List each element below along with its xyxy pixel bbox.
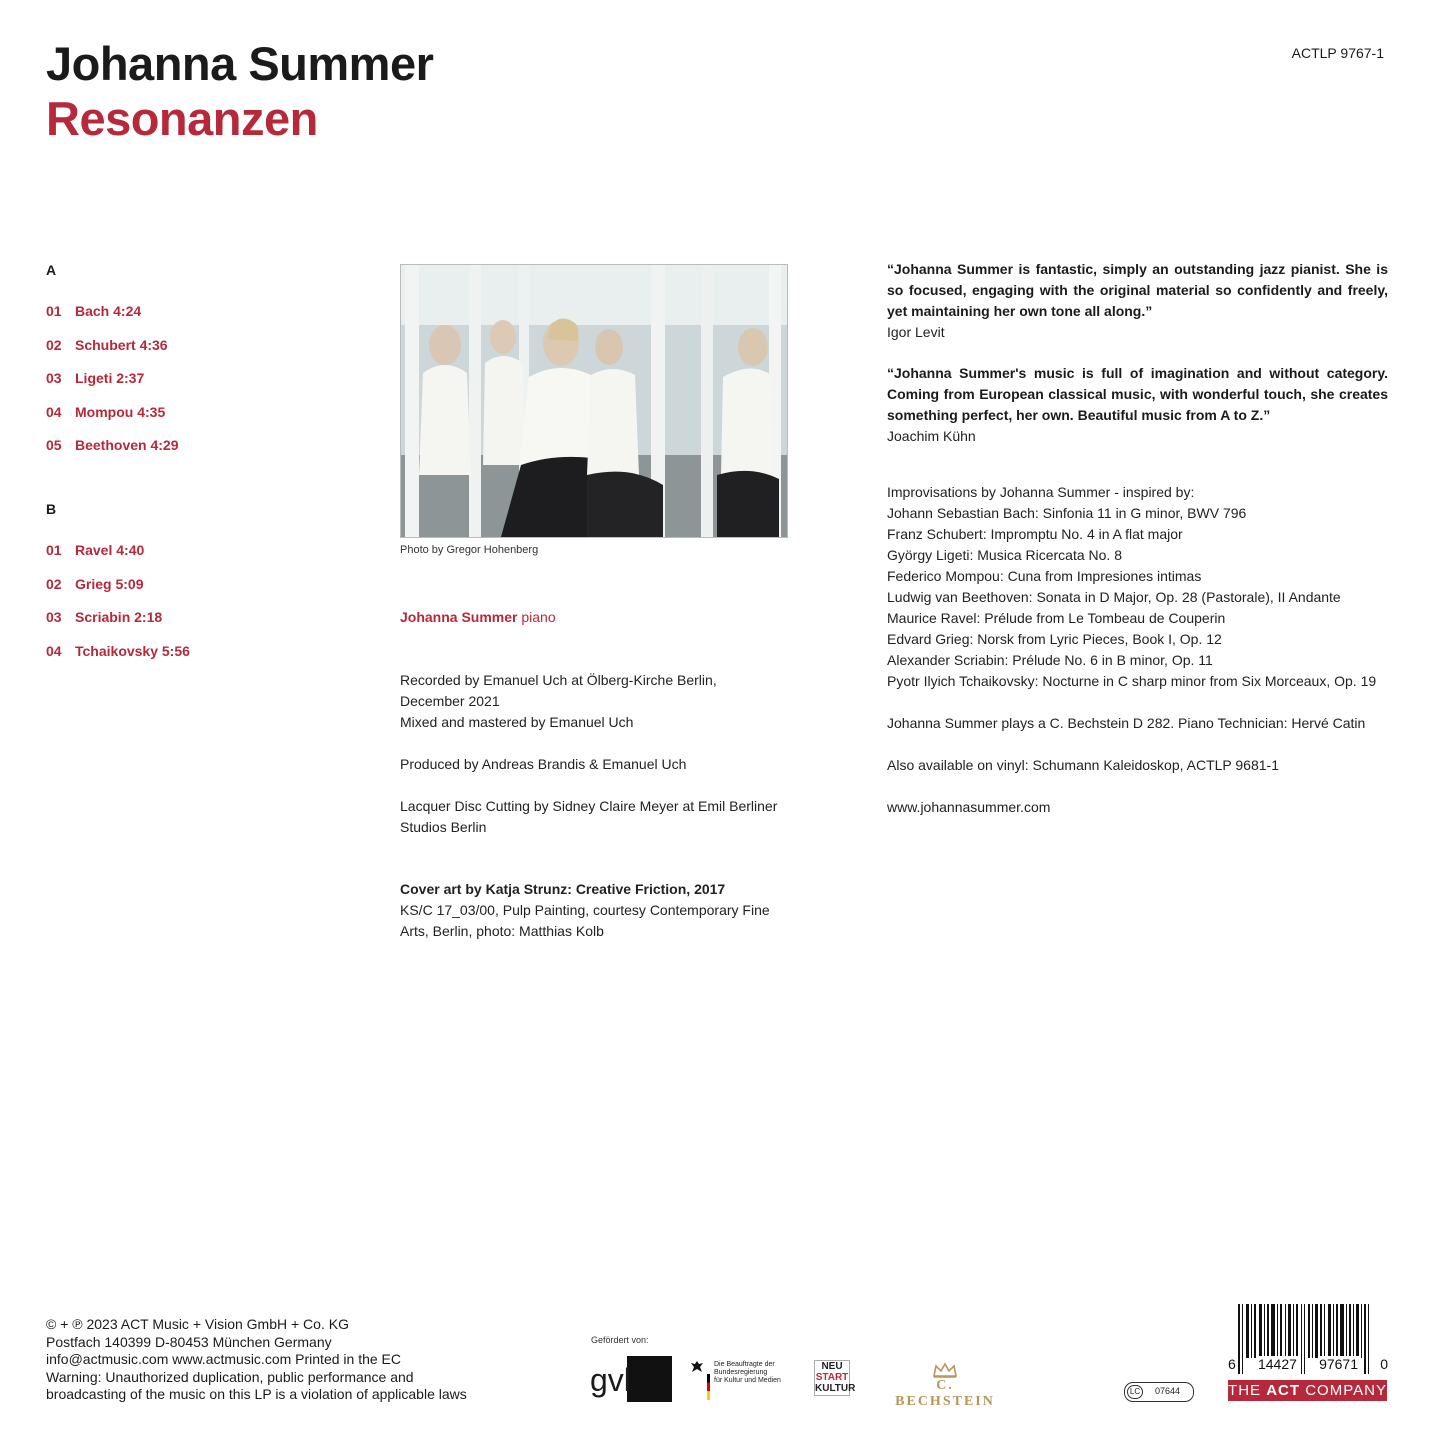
artist-photo-illustration <box>401 265 787 537</box>
eagle-icon <box>690 1360 704 1377</box>
vinyl-note: Also available on vinyl: Schumann Kaleidoskop, ACTLP 9681-1 <box>887 757 1279 773</box>
performer-name: Johanna Summer <box>400 609 518 625</box>
inspired-by-item: Franz Schubert: Impromptu No. 4 in A flat major <box>887 526 1183 542</box>
cover-art-title: Cover art by Katja Strunz: Creative Friction, 2017 <box>400 881 726 897</box>
recorded-date: December 2021 <box>400 693 500 709</box>
recording-credits <box>400 670 790 838</box>
track-number: 04 <box>46 642 62 659</box>
cover-art-details: KS/C 17_03/00, Pulp Painting, courtesy Contemporary Fine <box>400 902 770 918</box>
inspired-by-item: György Ligeti: Musica Ricercata No. 8 <box>887 547 1122 563</box>
neustart-line: START <box>815 1372 849 1383</box>
quote-block <box>887 363 1388 447</box>
bkm-logo-text <box>714 1361 814 1385</box>
contact-line: info@actmusic.com www.actmusic.com Printed in the EC <box>46 1351 401 1368</box>
bechstein-logo <box>886 1362 1004 1409</box>
quote-author: Igor Levit <box>887 324 945 340</box>
copyright-line: © + ℗ 2023 ACT Music + Vision GmbH + Co. KG <box>46 1316 349 1332</box>
warning-line-cont: broadcasting of the music on this LP is a violation of applicable laws <box>46 1386 467 1403</box>
barcode-digit-group: 0 <box>1380 1356 1388 1372</box>
performer-credit <box>400 607 790 628</box>
piano-note: Johanna Summer plays a C. Bechstein D 282. Piano Technician: Hervé Catin <box>887 715 1366 731</box>
track-number: 05 <box>46 437 62 454</box>
track-item <box>46 437 178 457</box>
track-number: 04 <box>46 403 62 420</box>
album-title: Resonanzen <box>46 92 318 145</box>
lacquer-credit: Lacquer Disc Cutting by Sidney Claire Meyer at Emil Berliner <box>400 798 778 814</box>
track-number: 03 <box>46 609 62 626</box>
cover-art-credit <box>400 879 790 942</box>
bechstein-wordmark: C. BECHSTEIN <box>895 1378 995 1409</box>
lacquer-credit-cont: Studios Berlin <box>400 819 487 835</box>
track-title: Schubert 4:36 <box>75 336 168 353</box>
inspired-by-item: Pyotr Ilyich Tchaikovsky: Nocturne in C sharp minor from Six Morceaux, Op. 19 <box>887 673 1377 689</box>
track-item <box>46 609 190 629</box>
website-link[interactable]: www.johannasummer.com <box>887 799 1051 815</box>
quote-block <box>887 259 1388 343</box>
track-item <box>46 643 190 663</box>
label-code-prefix: LC <box>1127 1385 1143 1399</box>
act-logo-bold: ACT <box>1266 1382 1301 1399</box>
track-title: Bach 4:24 <box>75 303 142 319</box>
performer-instrument: piano <box>521 609 556 625</box>
cover-art-details-cont: Arts, Berlin, photo: Matthias Kolb <box>400 923 604 939</box>
quote-text: “Johanna Summer's music is full of imagination and without category. Coming from European classical music, with wonderful touch, she creates something perfect, her own. Beautiful music from A to Z.” <box>887 365 1388 423</box>
track-number: 03 <box>46 370 62 387</box>
track-number: 02 <box>46 336 62 353</box>
inspired-by-item: Johann Sebastian Bach: Sinfonia 11 in G minor, BWV 796 <box>887 505 1247 521</box>
neustart-line: NEU <box>821 1361 843 1372</box>
barcode-digits <box>1227 1356 1389 1372</box>
produced-credit: Produced by Andreas Brandis & Emanuel Uch <box>400 756 687 772</box>
inspired-by-heading: Improvisations by Johanna Summer - inspired by: <box>887 484 1195 500</box>
side-b-label: B <box>46 501 57 517</box>
track-title: Beethoven 4:29 <box>75 437 179 454</box>
recorded-line: Recorded by Emanuel Uch at Ölberg-Kirche Berlin, <box>400 672 717 688</box>
track-item <box>46 337 178 357</box>
crown-icon <box>932 1362 958 1378</box>
side-a-tracklist <box>46 303 178 457</box>
track-number: 01 <box>46 542 62 558</box>
bkm-line: Die Beauftragte der Bundesregierung <box>714 1361 775 1376</box>
artist-name: Johanna Summer <box>46 37 434 90</box>
track-title: Tchaikovsky 5:56 <box>75 642 190 659</box>
neustart-line: KULTUR <box>815 1383 856 1394</box>
act-company-logo <box>1228 1380 1387 1401</box>
german-flag-icon <box>707 1374 710 1400</box>
neustart-kultur-logo <box>814 1360 856 1396</box>
track-item <box>46 370 178 390</box>
inspired-by-item: Alexander Scriabin: Prélude No. 6 in B minor, Op. 11 <box>887 652 1213 668</box>
bkm-logo <box>690 1360 810 1400</box>
legal-footer <box>46 1316 467 1404</box>
track-title: Grieg 5:09 <box>75 575 144 592</box>
mixed-credit: Mixed and mastered by Emanuel Uch <box>400 714 634 730</box>
gvl-logo-block <box>627 1356 672 1402</box>
barcode-digit-group: 14427 <box>1257 1356 1297 1372</box>
quote-text: “Johanna Summer is fantastic, simply an outstanding jazz pianist. She is so focused, engaging with the original material so confidently and freely, yet maintaining her own tone all along.” <box>887 261 1388 319</box>
track-number: 01 <box>46 303 62 319</box>
quote-author: Joachim Kühn <box>887 428 976 444</box>
act-logo-suffix: COMPANY <box>1300 1382 1387 1399</box>
artist-photo <box>400 264 788 538</box>
track-title: Mompou 4:35 <box>75 403 166 420</box>
track-title: Scriabin 2:18 <box>75 609 163 626</box>
track-item <box>46 404 178 424</box>
inspired-by-item: Federico Mompou: Cuna from Impresiones intimas <box>887 568 1202 584</box>
bkm-line: für Kultur und Medien <box>714 1377 781 1384</box>
track-item <box>46 542 190 562</box>
gvl-logo-text: gvl <box>590 1362 631 1398</box>
track-item <box>46 303 178 323</box>
track-title: Ravel 4:40 <box>75 542 145 558</box>
barcode-digit-group: 97671 <box>1319 1356 1359 1372</box>
warning-line: Warning: Unauthorized duplication, public performance and <box>46 1368 414 1385</box>
barcode-digit-group: 6 <box>1228 1356 1236 1372</box>
funded-by-label: Gefördert von: <box>591 1335 649 1345</box>
label-code <box>1124 1382 1194 1402</box>
catalog-number: ACTLP 9767-1 <box>1291 45 1384 61</box>
address-line: Postfach 140399 D-80453 München Germany <box>46 1333 332 1350</box>
label-code-number: 07644 <box>1155 1386 1181 1396</box>
gvl-logo <box>590 1356 672 1402</box>
track-item <box>46 576 190 596</box>
side-a-label: A <box>46 262 57 278</box>
track-title: Ligeti 2:37 <box>75 370 145 387</box>
track-number: 02 <box>46 575 62 592</box>
side-b-tracklist <box>46 542 190 663</box>
act-logo-prefix: THE <box>1228 1382 1267 1399</box>
inspired-by-item: Ludwig van Beethoven: Sonata in D Major, Op. 28 (Pastorale), II Andante <box>887 589 1341 605</box>
inspired-by-item: Maurice Ravel: Prélude from Le Tombeau de Couperin <box>887 610 1226 626</box>
inspired-by-item: Edvard Grieg: Norsk from Lyric Pieces, Book I, Op. 12 <box>887 631 1222 647</box>
inspired-by-list <box>887 482 1376 818</box>
photo-credit: Photo by Gregor Hohenberg <box>400 544 539 556</box>
